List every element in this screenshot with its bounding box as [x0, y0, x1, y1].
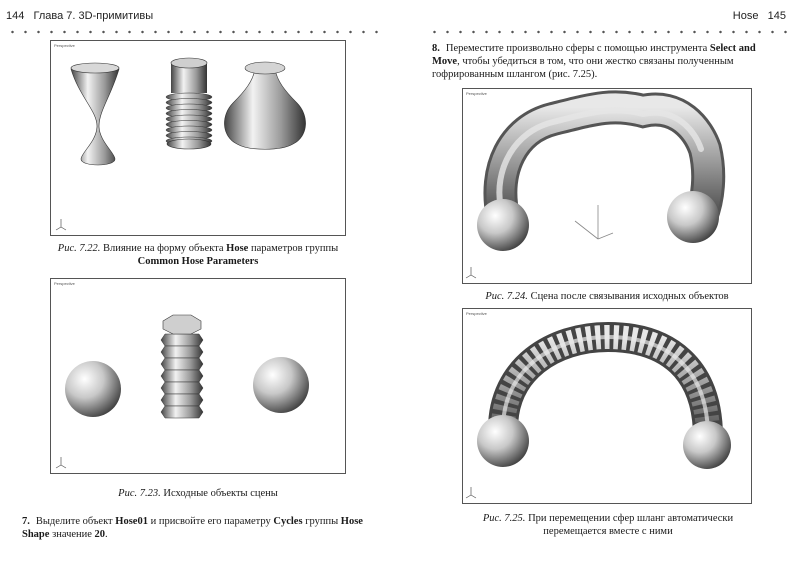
right-page-number: 145	[767, 10, 786, 22]
axis-tripod-icon	[466, 487, 476, 498]
figure-7-24-viewport	[462, 88, 752, 284]
right-page-header	[733, 10, 786, 22]
figure-7-23-viewport	[50, 278, 346, 474]
caption-ref: Рис. 7.25.	[482, 513, 526, 524]
figure-7-24-render	[463, 89, 752, 284]
figure-7-23-render	[51, 279, 346, 474]
viewport-label: Perspective	[466, 311, 487, 316]
right-header-rule	[428, 30, 790, 34]
right-sphere	[667, 191, 719, 243]
hourglass-hose-shape	[71, 63, 119, 165]
figure-7-25-viewport	[462, 308, 752, 504]
hose-object	[161, 315, 203, 418]
left-running-title: Глава 7. 3D-примитивы	[33, 10, 154, 22]
world-axis-gizmo	[575, 205, 613, 239]
corrugated-arched-hose	[503, 337, 708, 437]
caption-ref: Рис. 7.22.	[57, 243, 101, 254]
left-sphere	[477, 415, 529, 467]
figure-7-23-caption: Рис. 7.23. Исходные объекты сцены	[118, 488, 278, 499]
viewport-label: Perspective	[54, 43, 75, 48]
figure-7-22-caption: Рис. 7.22. Влияние на форму объекта Hose параметров группы Common Hose Parameters	[57, 243, 339, 267]
step-number: 8.	[432, 43, 440, 54]
caption-ref: Рис. 7.23.	[118, 488, 161, 499]
right-sphere	[683, 421, 731, 469]
ribbed-cylinder-hose-shape	[166, 58, 212, 149]
left-page-number: 144	[6, 10, 25, 22]
left-page-header	[6, 10, 153, 22]
figure-7-22-viewport	[50, 40, 346, 236]
figure-7-24-caption: Рис. 7.24. Сцена после связывания исходных объектов	[485, 291, 729, 302]
step-8-paragraph: 8. Переместите произвольно сферы с помощью инструмента Select and Move, чтобы убедиться в том, что они жестко связаны полученным гофрированным шлангом (рис. 7.25).	[432, 43, 756, 80]
axis-tripod-icon	[466, 267, 476, 278]
viewport-label: Perspective	[466, 91, 487, 96]
step-7-paragraph: 7. Выделите объект Hose01 и присвойте его параметру Cycles группы Hose Shape значение 20.	[22, 516, 363, 540]
vase-hose-shape	[224, 62, 305, 149]
viewport-label: Perspective	[54, 281, 75, 286]
left-sphere	[477, 199, 529, 251]
left-sphere	[65, 361, 121, 417]
axis-tripod-icon	[56, 219, 66, 230]
step-number: 7.	[22, 516, 30, 527]
left-header-rule	[6, 30, 388, 34]
right-running-title: Hose	[732, 10, 759, 22]
figure-7-25-caption: Рис. 7.25. При перемещении сфер шланг автоматически перемещается вместе с ними	[482, 513, 734, 537]
axis-tripod-icon	[56, 457, 66, 468]
caption-ref: Рис. 7.24.	[485, 291, 528, 302]
figure-7-22-render	[51, 41, 346, 236]
right-sphere	[253, 357, 309, 413]
figure-7-25-render	[463, 309, 752, 504]
